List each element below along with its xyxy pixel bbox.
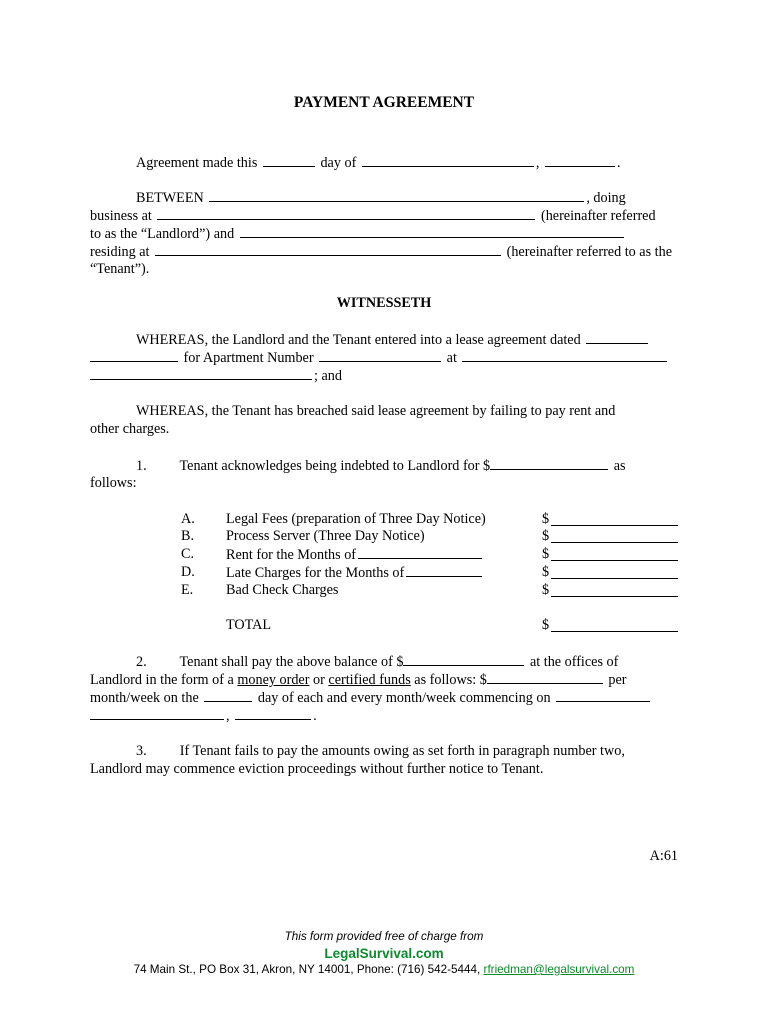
footer-provided: This form provided free of charge from	[284, 930, 484, 943]
landlord-name-blank[interactable]	[209, 188, 584, 202]
page-number: A:61	[649, 848, 678, 864]
whereas2-line2: other charges.	[90, 421, 170, 437]
indebted-amount-blank[interactable]	[490, 456, 608, 470]
para2-line3: month/week on the day of each and every month/week commencing on	[90, 688, 678, 707]
commencing-month-blank[interactable]	[90, 706, 224, 720]
whereas2-line1: WHEREAS, the Tenant has breached said lease agreement by failing to pay rent and	[136, 403, 616, 419]
lease-date-blank-2[interactable]	[90, 348, 178, 362]
day-blank[interactable]	[263, 153, 315, 167]
para3-line2: Landlord may commence eviction proceedings without further notice to Tenant.	[90, 761, 544, 777]
installment-amount-blank[interactable]	[487, 670, 603, 684]
para1-line2: follows:	[90, 475, 137, 491]
footer-address-line	[0, 963, 768, 976]
late-charges-amount-blank[interactable]	[551, 563, 678, 579]
month-blank[interactable]	[362, 153, 534, 167]
footer-email-link[interactable]: rfriedman@legalsurvival.com	[483, 963, 635, 976]
rent-amount-blank[interactable]	[551, 545, 678, 561]
witnesseth-heading: WITNESSETH	[336, 295, 432, 311]
bad-check-amount-blank[interactable]	[551, 581, 678, 597]
legal-fees-amount-blank[interactable]	[551, 510, 678, 526]
document-page: PAYMENT AGREEMENT Agreement made this day of , . BETWEEN , doing business at (hereinafter referred to as the “Landlord”) and residing at (hereinafter referred to as the “Tenant”). WITNESSETH WHEREAS, the Landlord and the Tenant entered into a lease agreement dated for Apartment Number at ; and WHEREAS, the Tenant has breached said lease agreement by failing to pay rent and other charges. 1. Tenant acknowledges being indebted to Landlord for $ as follows: A. Legal Fees (preparation of Three Day Notice) $ B. Process Server (Three Day Notice) $ C. Rent for the Months of $ D. Late Charges for the Months of $ E. Bad Check Charges $ TOTAL $ 2. Tenant shall pay the above balance of $ at the offices of Landlord in the form of a money order or certified funds as follows: $ per month/week on the day of each and every month/week commencing on , . 3. If Tenant fails to pay the amounts owing as set forth in paragraph number two, Landlord may commence eviction proceedings without further notice to Tenant. A:61 This form provided free of charge from LegalSurvival.com 74 Main St., PO Box 31, Akron, NY 14001, Phone: (716) 542-5444, rfriedman@legalsurvival.com	[0, 0, 768, 1024]
apartment-number-blank[interactable]	[319, 348, 441, 362]
para2-line1: 2. Tenant shall pay the above balance of $ at the offices of	[136, 654, 619, 670]
tenant-close-line: “Tenant”).	[90, 261, 150, 277]
commencing-year-blank[interactable]	[235, 706, 311, 720]
residing-line: residing at (hereinafter referred to as the	[90, 244, 673, 260]
para3-line1: 3. If Tenant fails to pay the amounts owing as set forth in paragraph number two,	[136, 743, 625, 759]
business-line: business at (hereinafter referred	[90, 208, 656, 224]
apartment-address-blank[interactable]	[462, 348, 667, 362]
intro-line: Agreement made this day of , .	[136, 155, 621, 171]
footer-brand[interactable]: LegalSurvival.com	[324, 946, 444, 961]
tenant-name-blank[interactable]	[240, 224, 624, 238]
whereas1-line1: WHEREAS, the Landlord and the Tenant entered into a lease agreement dated	[90, 330, 724, 349]
whereas1-line2: for Apartment Number at	[90, 348, 678, 367]
payment-day-blank[interactable]	[204, 688, 252, 702]
residing-address-blank[interactable]	[155, 242, 501, 256]
rent-months-blank[interactable]	[358, 545, 482, 559]
between-line: BETWEEN , doing	[136, 190, 626, 206]
landlord-and-line: to as the “Landlord”) and	[90, 224, 678, 243]
total-amount-blank[interactable]	[551, 616, 678, 632]
year-blank[interactable]	[545, 153, 615, 167]
lease-date-blank[interactable]	[586, 330, 648, 344]
para1-line1: 1. Tenant acknowledges being indebted to Landlord for $ as	[136, 458, 626, 474]
business-address-blank[interactable]	[157, 206, 535, 220]
document-title: PAYMENT AGREEMENT	[293, 94, 475, 111]
commencing-date-blank[interactable]	[556, 688, 650, 702]
process-server-amount-blank[interactable]	[551, 527, 678, 543]
apartment-address-blank-2[interactable]	[90, 366, 312, 380]
para2-line4: , .	[90, 706, 678, 725]
whereas1-line3: ; and	[90, 366, 678, 385]
balance-amount-blank[interactable]	[403, 652, 524, 666]
late-months-blank[interactable]	[406, 563, 482, 577]
footer-address: 74 Main St., PO Box 31, Akron, NY 14001, Phone: (716) 542-5444,	[133, 963, 481, 976]
para2-line2: Landlord in the form of a money order or certified funds as follows: $ per	[90, 672, 627, 688]
